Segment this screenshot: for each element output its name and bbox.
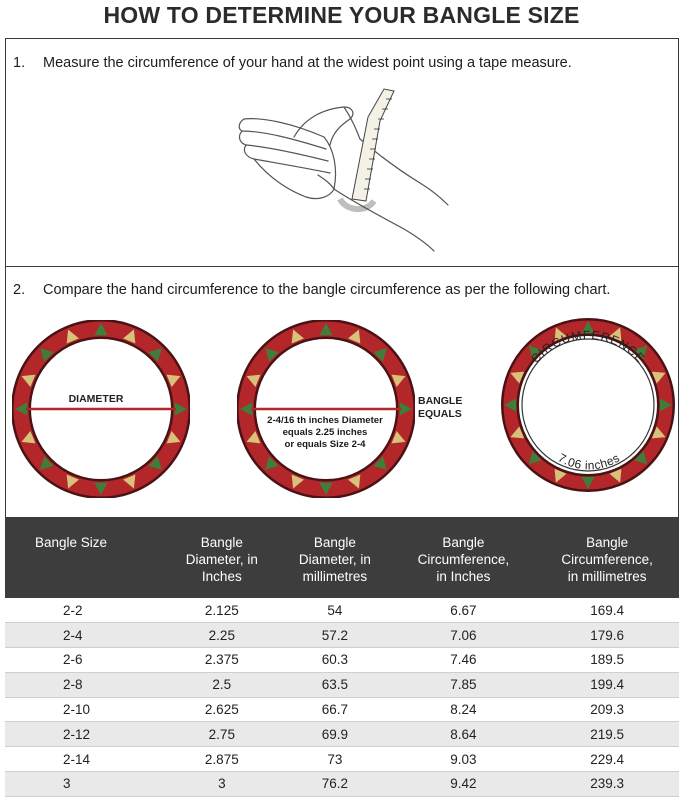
table-cell: 2-10 bbox=[5, 697, 165, 722]
bangle-size-table bbox=[5, 518, 679, 797]
table-cell: 2.25 bbox=[165, 623, 278, 648]
table-header-row bbox=[5, 518, 679, 598]
table-cell: 179.6 bbox=[535, 623, 679, 648]
table-cell: 7.06 bbox=[391, 623, 535, 648]
table-cell: 3 bbox=[5, 772, 165, 797]
table-row bbox=[5, 747, 679, 772]
step-2 bbox=[13, 282, 610, 298]
bangle-size-example-diagram bbox=[237, 320, 415, 498]
table-cell: 54 bbox=[278, 598, 391, 623]
table-row bbox=[5, 598, 679, 623]
table-cell: 7.46 bbox=[391, 648, 535, 673]
table-cell: 2.75 bbox=[165, 722, 278, 747]
table-cell: 63.5 bbox=[278, 672, 391, 697]
table-cell: 2.375 bbox=[165, 648, 278, 673]
table-cell: 2.625 bbox=[165, 697, 278, 722]
note-line-1: 2-4/16 th inches Diameter bbox=[267, 415, 383, 426]
table-cell: 66.7 bbox=[278, 697, 391, 722]
circumference-label: CIRCUMFERENCE bbox=[528, 327, 648, 366]
equals-line-1: BANGLE bbox=[418, 395, 463, 407]
table-row bbox=[5, 672, 679, 697]
equals-line-2: EQUALS bbox=[418, 408, 462, 420]
table-cell: 8.64 bbox=[391, 722, 535, 747]
page-title: HOW TO DETERMINE YOUR BANGLE SIZE bbox=[103, 2, 580, 28]
section-divider bbox=[6, 266, 678, 267]
header-bangle-size: Bangle Size bbox=[5, 518, 165, 598]
table-row bbox=[5, 697, 679, 722]
table-cell: 209.3 bbox=[535, 697, 679, 722]
table-row bbox=[5, 623, 679, 648]
hand-with-tape-measure-icon bbox=[234, 79, 454, 259]
table-row bbox=[5, 772, 679, 797]
step-1-text: Measure the circumference of your hand at the widest point using a tape measure. bbox=[43, 55, 572, 71]
note-line-3: or equals Size 2-4 bbox=[284, 439, 366, 450]
step-2-text: Compare the hand circumference to the bangle circumference as per the following chart. bbox=[43, 282, 611, 298]
table-cell: 2-2 bbox=[5, 598, 165, 623]
circumference-value: 7.06 inches bbox=[555, 450, 623, 473]
table-cell: 189.5 bbox=[535, 648, 679, 673]
table-cell: 2.125 bbox=[165, 598, 278, 623]
table-cell: 239.3 bbox=[535, 772, 679, 797]
bangle-diameter-diagram bbox=[12, 320, 190, 498]
header-diameter-inches: Bangle Diameter, in Inches bbox=[165, 518, 278, 598]
table-cell: 229.4 bbox=[535, 747, 679, 772]
bangle-equals-label bbox=[418, 395, 488, 421]
header-circumference-mm: Bangle Circumference, in millimetres bbox=[535, 518, 679, 598]
table-cell: 199.4 bbox=[535, 672, 679, 697]
table-cell: 9.42 bbox=[391, 772, 535, 797]
size-example-note bbox=[255, 415, 395, 451]
table-cell: 169.4 bbox=[535, 598, 679, 623]
table-cell: 2-6 bbox=[5, 648, 165, 673]
table-cell: 2-14 bbox=[5, 747, 165, 772]
table-cell: 7.85 bbox=[391, 672, 535, 697]
table-cell: 9.03 bbox=[391, 747, 535, 772]
header-diameter-mm: Bangle Diameter, in millimetres bbox=[278, 518, 391, 598]
bangle-circumference-diagram bbox=[500, 317, 675, 492]
note-line-2: equals 2.25 inches bbox=[282, 427, 368, 438]
table-cell: 3 bbox=[165, 772, 278, 797]
step-1 bbox=[13, 55, 572, 71]
table-cell: 2.5 bbox=[165, 672, 278, 697]
table-cell: 76.2 bbox=[278, 772, 391, 797]
table-cell: 73 bbox=[278, 747, 391, 772]
table-cell: 2.875 bbox=[165, 747, 278, 772]
table-cell: 8.24 bbox=[391, 697, 535, 722]
table-cell: 2-4 bbox=[5, 623, 165, 648]
step-2-number: 2. bbox=[13, 282, 26, 298]
svg-text:7.06 inches bbox=[556, 451, 622, 473]
diameter-label: DIAMETER bbox=[68, 393, 124, 405]
table-cell: 2-8 bbox=[5, 672, 165, 697]
table-row bbox=[5, 648, 679, 673]
table-cell: 57.2 bbox=[278, 623, 391, 648]
table-cell: 69.9 bbox=[278, 722, 391, 747]
table-cell: 60.3 bbox=[278, 648, 391, 673]
table-cell: 2-12 bbox=[5, 722, 165, 747]
table-row bbox=[5, 722, 679, 747]
header-circumference-inches: Bangle Circumference, in Inches bbox=[391, 518, 535, 598]
table-cell: 6.67 bbox=[391, 598, 535, 623]
step-1-number: 1. bbox=[13, 55, 26, 71]
table-cell: 219.5 bbox=[535, 722, 679, 747]
